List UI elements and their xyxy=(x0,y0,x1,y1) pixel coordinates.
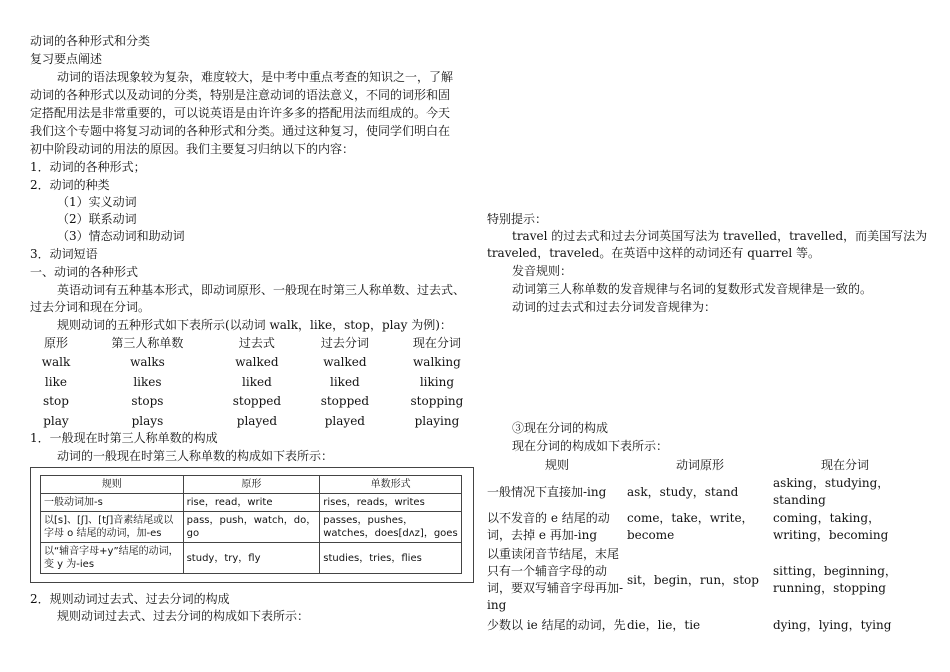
five-forms-table xyxy=(30,333,485,431)
section-one-heading: 一、动词的各种形式 xyxy=(30,265,139,279)
table-cell: stops xyxy=(131,394,164,409)
table-cell: pass，push，watch，do，go xyxy=(183,512,320,543)
column-header: 第三人称单数 xyxy=(111,336,184,351)
table-cell: walk xyxy=(41,355,71,370)
pron-line-1: 动词第三人称单数的发音规律与名词的复数形式发音规律是一致的。 xyxy=(512,282,873,296)
outline-item-2-2: （2）联系动词 xyxy=(57,212,137,226)
table-cell: coming，taking，writing，becoming xyxy=(773,511,889,542)
forms-intro-line-2: 过去分词和现在分词。 xyxy=(30,300,151,314)
table-cell: walked xyxy=(235,355,279,370)
table-cell: 以不发音的 e 结尾的动词，去掉 e 再加-ing xyxy=(487,511,610,542)
outline-item-3: 3．动词短语 xyxy=(30,247,98,261)
table-cell: study，try，fly xyxy=(183,543,320,574)
subtitle: 复习要点阐述 xyxy=(30,52,103,66)
column-header: 现在分词 xyxy=(820,457,869,472)
table-cell: sitting，beginning，running，stopping xyxy=(773,564,897,595)
column-header: 原形 xyxy=(183,476,320,494)
table-row xyxy=(487,509,917,545)
table-cell: 以“辅音字母+y”结尾的动词，变 y 为-ies xyxy=(41,543,184,574)
column-header: 规则 xyxy=(544,457,569,472)
table-cell: 一般情况下直接加-ing xyxy=(487,484,607,499)
table-row xyxy=(487,475,917,509)
table-cell: play xyxy=(43,413,69,428)
note-title: 特别提示： xyxy=(487,212,548,226)
table-cell: like xyxy=(44,374,67,389)
page-title: 动词的各种形式和分类 xyxy=(30,34,151,48)
table-header-row xyxy=(41,476,462,494)
sub2-intro: 规则动词过去式、过去分词的构成如下表所示： xyxy=(57,609,310,623)
sub3-intro: 现在分词的构成如下表所示： xyxy=(512,439,669,453)
table-cell: dying，lying，tying xyxy=(773,617,892,632)
table-cell: rises，reads，writes xyxy=(320,494,462,512)
intro-line-1: 动词的语法现象较为复杂，难度较大，是中考中重点考查的知识之一，了解 xyxy=(57,70,454,84)
table-cell: come，take，write，become xyxy=(627,511,754,542)
table-cell: playing xyxy=(414,413,460,428)
third-person-table xyxy=(40,475,462,574)
column-header: 单数形式 xyxy=(320,476,462,494)
table-cell: sit，begin，run，stop xyxy=(627,572,759,587)
intro-line-3: 定搭配用法是非常重要的，可以说英语是由许许多多的搭配用法而组成的。今天 xyxy=(30,106,451,120)
intro-line-5: 初中阶段动词的用法的原因。我们主要复习归纳以下的内容： xyxy=(30,142,355,156)
note-line-2: traveled，traveled。在英语中这样的动词还有 quarrel 等。 xyxy=(487,246,821,260)
table-cell: plays xyxy=(131,413,164,428)
column-header: 原形 xyxy=(43,336,68,351)
column-header: 过去式 xyxy=(238,336,275,351)
table-cell: 以重读闭音节结尾，末尾只有一个辅音字母的动词，要双写辅音字母再加-ing xyxy=(487,547,624,612)
table-row xyxy=(487,615,917,635)
column-header: 规则 xyxy=(41,476,184,494)
table-cell: stop xyxy=(43,394,69,409)
table-cell: passes，pushes，watches，does[dʌz]，goes xyxy=(320,512,462,543)
sub2-title: 2．规则动词过去式、过去分词的构成 xyxy=(30,592,230,606)
table-row xyxy=(487,545,917,615)
table-row xyxy=(30,372,485,392)
forms-intro-line-1: 英语动词有五种基本形式，即动词原形、一般现在时第三人称单数、过去式、 xyxy=(57,283,466,297)
intro-line-2: 动词的各种形式以及动词的分类，特别是注意动词的语法意义，不同的词形和固 xyxy=(30,88,451,102)
table-cell: die，lie，tie xyxy=(627,617,701,632)
column-header: 过去分词 xyxy=(320,336,369,351)
present-participle-table xyxy=(487,455,917,635)
table-row xyxy=(30,411,485,431)
table-cell: walks xyxy=(130,355,165,370)
table-row xyxy=(41,512,462,543)
table-cell: liking xyxy=(419,374,455,389)
sub1-intro: 动词的一般现在时第三人称单数的构成如下表所示： xyxy=(57,449,334,463)
sub3-title: ③现在分词的构成 xyxy=(512,421,609,435)
note-line-1: travel 的过去式和过去分词英国写法为 travelled，travelled，而美国写法为 xyxy=(512,229,928,243)
table-cell: studies，tries，flies xyxy=(320,543,462,574)
sub1-title: 1．一般现在时第三人称单数的构成 xyxy=(30,431,218,445)
pron-line-2: 动词的过去式和过去分词发音规律为： xyxy=(512,300,717,314)
table-cell: 一般动词加-s xyxy=(41,494,184,512)
table-cell: asking，studying，standing xyxy=(773,476,890,507)
table-header-row xyxy=(487,455,917,475)
table-row xyxy=(41,494,462,512)
table-cell: liked xyxy=(242,374,272,389)
table-cell: liked xyxy=(330,374,360,389)
table-cell: rise，read，write xyxy=(183,494,320,512)
pron-title: 发音规则： xyxy=(512,264,573,278)
column-header: 动词原形 xyxy=(675,457,724,472)
table-cell: played xyxy=(236,413,278,428)
table-row xyxy=(30,392,485,412)
outline-item-2-1: （1）实义动词 xyxy=(57,195,137,209)
table-cell: ask，study，stand xyxy=(627,484,739,499)
outline-item-2: 2．动词的种类 xyxy=(30,178,110,192)
table-cell: played xyxy=(324,413,365,428)
table-cell: likes xyxy=(133,374,162,389)
table-row xyxy=(41,543,462,574)
table-cell: walked xyxy=(323,355,367,370)
intro-line-4: 我们这个专题中将复习动词的各种形式和分类。通过这种复习，使同学们明白在 xyxy=(30,124,451,138)
table-cell: 少数以 ie 结尾的动词，先 xyxy=(487,617,626,632)
outline-item-1: 1．动词的各种形式； xyxy=(30,160,146,174)
third-person-table-frame xyxy=(30,467,474,583)
table-cell: 以[s]、[ʃ]、[tʃ]音素结尾或以字母 o 结尾的动词，加-es xyxy=(41,512,184,543)
table-row xyxy=(30,353,485,373)
outline-item-2-3: （3）情态动词和助动词 xyxy=(57,229,185,243)
table-cell: stopped xyxy=(232,394,282,409)
column-header: 现在分词 xyxy=(412,336,461,351)
table-cell: walking xyxy=(413,355,461,370)
table-header-row xyxy=(30,333,485,353)
regular-intro: 规则动词的五种形式如下表所示(以动词 walk，like，stop，play 为例)： xyxy=(57,318,452,332)
table-cell: stopping xyxy=(410,394,464,409)
table-cell: stopped xyxy=(320,394,370,409)
